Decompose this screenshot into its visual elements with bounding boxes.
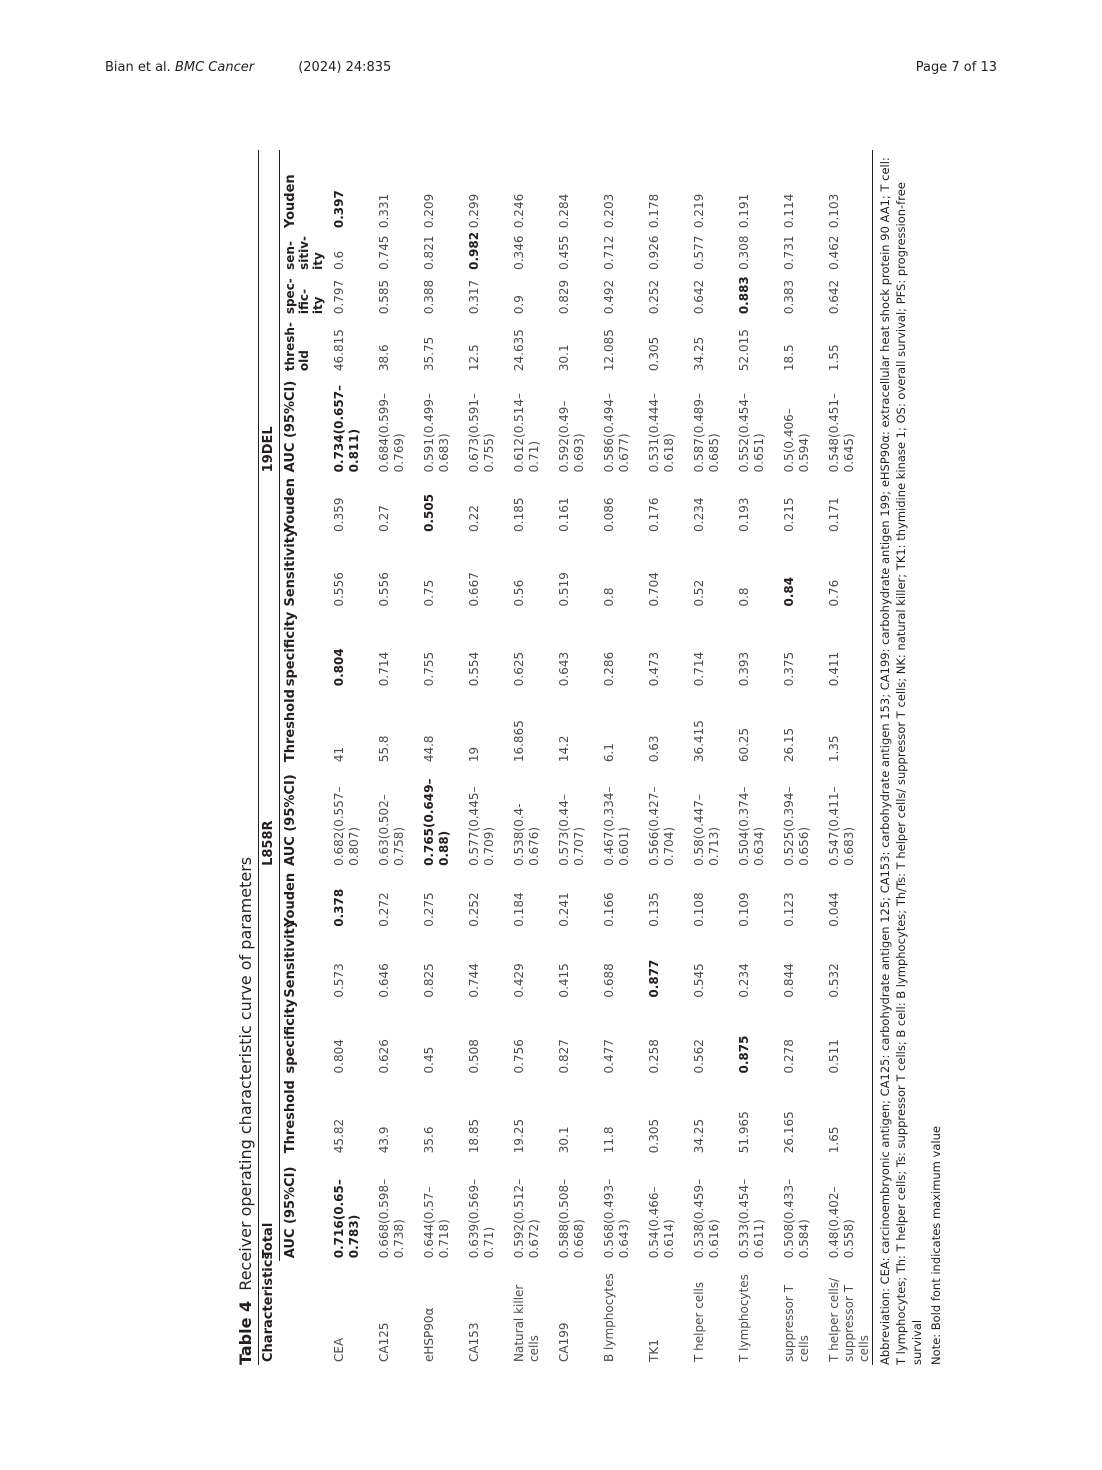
col-total-auc: AUC (95%CI) bbox=[283, 1166, 298, 1259]
cell-l-thr: 16.865 bbox=[512, 720, 526, 763]
cell-t-spe: 0.827 bbox=[557, 1039, 571, 1074]
cell-l-you: 0.359 bbox=[332, 497, 346, 532]
cell-l-spe bbox=[327, 610, 372, 690]
cell-l-auc: 0.63(0.502–0.758) bbox=[377, 794, 406, 866]
cell-d-sen: 0.712 bbox=[602, 235, 616, 270]
cell-d-thr: 12.085 bbox=[602, 329, 616, 372]
cell-t-auc: 0.639(0.569–0.71) bbox=[467, 1178, 496, 1259]
row-label: eHSP90α bbox=[422, 1307, 436, 1362]
cell-d-you: 0.103 bbox=[822, 150, 873, 231]
cell-l-spe: 0.714 bbox=[692, 651, 706, 687]
table-row bbox=[732, 150, 777, 1365]
cell-t-sen: 0.825 bbox=[422, 963, 436, 998]
cell-d-sen: 0.577 bbox=[692, 235, 706, 270]
cell-l-you: 0.185 bbox=[512, 497, 526, 532]
cell-t-sen: 0.415 bbox=[557, 963, 571, 998]
cell-d-you: 0.299 bbox=[467, 193, 481, 229]
cell-t-spe: 0.756 bbox=[512, 1039, 526, 1074]
cell-t-sen: 0.234 bbox=[737, 963, 751, 998]
cell-l-sen bbox=[777, 535, 822, 610]
group-19del: 19DEL bbox=[259, 150, 280, 475]
rotated-table-block bbox=[234, 150, 943, 1365]
cell-t-auc: 0.568(0.493–0.643) bbox=[602, 1178, 631, 1259]
cell-d-you: 0.178 bbox=[647, 193, 661, 229]
cell-l-sen: 0.704 bbox=[647, 572, 661, 607]
max-value: 0.875 bbox=[737, 1035, 751, 1074]
max-value: 0.505 bbox=[422, 493, 436, 532]
table-row bbox=[417, 150, 462, 1365]
row-label: suppressor T cells bbox=[782, 1284, 811, 1362]
cell-t-auc: 0.538(0.459–0.616) bbox=[692, 1178, 721, 1259]
group-l858r: L858R bbox=[259, 475, 280, 869]
table-row bbox=[597, 150, 642, 1365]
cell-l-auc: 0.467(0.334–0.601) bbox=[602, 786, 631, 866]
cell-t-thr: 43.9 bbox=[377, 1126, 391, 1154]
max-value: 0.84 bbox=[782, 576, 796, 607]
cell-d-sen: 0.821 bbox=[422, 235, 436, 270]
max-value: 0.982 bbox=[467, 231, 481, 270]
cell-d-you: 0.191 bbox=[737, 193, 751, 229]
cell-l-sen: 0.76 bbox=[822, 535, 873, 610]
max-value: 0.804 bbox=[332, 648, 346, 687]
cell-t-auc: 0.668(0.598–0.738) bbox=[377, 1178, 406, 1259]
cell-l-spe: 0.643 bbox=[557, 651, 571, 687]
cell-l-spe: 0.625 bbox=[512, 651, 526, 687]
cell-l-spe: 0.393 bbox=[737, 651, 751, 687]
cell-l-thr: 60.25 bbox=[737, 727, 751, 763]
cell-t-thr: 1.65 bbox=[822, 1076, 873, 1156]
cell-d-spe: 0.9 bbox=[512, 295, 526, 315]
cell-d-auc: 0.586(0.494–0.677) bbox=[602, 392, 631, 473]
row-label: TK1 bbox=[647, 1339, 661, 1362]
max-value: 0.734(0.657–0.811) bbox=[332, 384, 361, 473]
cell-l-you: 0.22 bbox=[467, 505, 481, 532]
cell-d-you: 0.246 bbox=[512, 193, 526, 229]
cell-l-thr: 41 bbox=[332, 746, 346, 763]
col-l858r-threshold: Threshold bbox=[283, 689, 298, 763]
cell-t-thr: 26.165 bbox=[782, 1111, 796, 1154]
cell-l-you: 0.193 bbox=[737, 497, 751, 532]
col-characteristics: Characteristics bbox=[261, 1251, 276, 1362]
row-label: CA153 bbox=[467, 1322, 481, 1362]
cell-t-thr: 18.85 bbox=[467, 1118, 481, 1154]
cell-l-sen: 0.56 bbox=[512, 579, 526, 607]
cell-d-spe: 0.492 bbox=[602, 279, 616, 315]
cell-t-sen: 0.573 bbox=[332, 963, 346, 998]
table-caption-text: Receiver operating characteristic curve of parameters bbox=[236, 856, 255, 1291]
cell-t-you: 0.166 bbox=[602, 892, 616, 927]
cell-d-you: 0.284 bbox=[557, 193, 571, 229]
cell-l-sen: 0.8 bbox=[602, 587, 616, 607]
cell-l-sen: 0.519 bbox=[557, 572, 571, 607]
cell-d-auc: 0.531(0.444–0.618) bbox=[647, 392, 676, 473]
cell-t-spe: 0.477 bbox=[602, 1039, 616, 1074]
cell-d-sen: 0.308 bbox=[737, 235, 751, 270]
cell-t-spe: 0.511 bbox=[822, 1001, 873, 1077]
max-value: 0.765(0.649–0.88) bbox=[422, 778, 451, 866]
cell-l-you: 0.171 bbox=[822, 475, 873, 535]
cell-t-you: 0.123 bbox=[782, 892, 796, 927]
table-label: Table 4 bbox=[236, 1300, 255, 1365]
cell-t-auc: 0.48(0.402–0.558) bbox=[822, 1156, 873, 1261]
cell-t-you: 0.135 bbox=[647, 892, 661, 927]
cell-t-thr: 45.82 bbox=[332, 1118, 346, 1154]
col-19del-sensitivity: sen-sitiv-ity bbox=[283, 235, 325, 270]
table-row bbox=[507, 150, 552, 1365]
cell-t-sen: 0.844 bbox=[782, 963, 796, 998]
col-l858r-youden: Youden bbox=[283, 478, 298, 532]
cell-d-auc: 0.548(0.451–0.645) bbox=[822, 374, 873, 475]
cell-d-spe: 0.642 bbox=[822, 273, 873, 317]
max-value: 0.397 bbox=[332, 190, 346, 229]
cell-t-you: 0.184 bbox=[512, 892, 526, 927]
cell-l-spe: 0.411 bbox=[822, 610, 873, 690]
cell-l-sen: 0.8 bbox=[737, 587, 751, 607]
cell-d-auc: 0.587(0.489–0.685) bbox=[692, 392, 721, 473]
row-label: T lymphocytes bbox=[737, 1274, 751, 1362]
cell-d-you: 0.219 bbox=[692, 193, 706, 229]
cell-d-thr: 35.75 bbox=[422, 336, 436, 372]
row-label: T helper cells/ suppressor T cells bbox=[822, 1261, 873, 1365]
cell-t-auc bbox=[327, 1156, 372, 1261]
cell-d-sen bbox=[462, 231, 507, 273]
row-label: CA199 bbox=[557, 1322, 571, 1362]
cell-d-auc bbox=[327, 374, 372, 475]
cell-t-you: 0.044 bbox=[822, 869, 873, 930]
table-row bbox=[822, 150, 873, 1365]
cell-t-auc: 0.588(0.508–0.668) bbox=[557, 1178, 586, 1259]
cell-d-auc: 0.673(0.591–0.755) bbox=[467, 392, 496, 473]
row-label: Natural killer cells bbox=[512, 1284, 541, 1362]
cell-d-auc: 0.612(0.514–0.71) bbox=[512, 392, 541, 473]
cell-l-sen: 0.556 bbox=[332, 572, 346, 607]
table-row bbox=[462, 150, 507, 1365]
cell-t-you bbox=[327, 869, 372, 930]
cell-d-spe: 0.388 bbox=[422, 279, 436, 315]
cell-l-thr: 55.8 bbox=[377, 735, 391, 763]
cell-l-auc: 0.547(0.411–0.683) bbox=[822, 765, 873, 869]
cell-t-auc: 0.54(0.466–0.614) bbox=[647, 1186, 676, 1259]
cell-t-you: 0.241 bbox=[557, 892, 571, 927]
cell-d-auc: 0.5(0.406–0.594) bbox=[782, 408, 811, 473]
cell-d-spe: 0.383 bbox=[782, 279, 796, 315]
cell-t-spe: 0.508 bbox=[467, 1039, 481, 1074]
cell-t-spe: 0.258 bbox=[647, 1039, 661, 1074]
cell-t-thr: 19.25 bbox=[512, 1118, 526, 1154]
cell-l-you: 0.234 bbox=[692, 497, 706, 532]
col-total-youden: Youden bbox=[283, 872, 298, 927]
cell-l-spe: 0.714 bbox=[377, 651, 391, 687]
cell-l-auc bbox=[417, 765, 462, 869]
cell-d-spe: 0.829 bbox=[557, 279, 571, 315]
cell-t-you: 0.252 bbox=[467, 892, 481, 927]
cell-d-thr: 0.305 bbox=[647, 336, 661, 372]
cell-l-auc: 0.538(0.4-0.676) bbox=[512, 803, 541, 866]
cell-d-spe: 0.317 bbox=[467, 279, 481, 315]
page-number: Page 7 of 13 bbox=[915, 60, 997, 75]
cell-l-you: 0.215 bbox=[782, 497, 796, 532]
cell-l-spe: 0.755 bbox=[422, 651, 436, 687]
cell-t-spe bbox=[732, 1001, 777, 1077]
cell-t-sen: 0.532 bbox=[822, 930, 873, 1001]
group-total: Total bbox=[259, 869, 280, 1261]
cell-l-auc: 0.504(0.374–0.634) bbox=[737, 786, 766, 866]
max-value: 0.877 bbox=[647, 959, 661, 998]
cell-d-thr: 30.1 bbox=[557, 344, 571, 372]
cell-l-thr: 14.2 bbox=[557, 735, 571, 763]
cell-t-spe: 0.278 bbox=[782, 1039, 796, 1074]
cell-t-you: 0.109 bbox=[737, 892, 751, 927]
col-19del-threshold: thresh-old bbox=[283, 322, 311, 372]
cell-d-thr: 38.6 bbox=[377, 344, 391, 372]
cell-d-thr: 24.635 bbox=[512, 329, 526, 372]
cell-d-you: 0.331 bbox=[377, 193, 391, 229]
cell-t-sen: 0.744 bbox=[467, 963, 481, 998]
cell-t-auc: 0.592(0.512–0.672) bbox=[512, 1178, 541, 1259]
cell-l-spe: 0.473 bbox=[647, 651, 661, 687]
col-total-threshold: Threshold bbox=[283, 1080, 298, 1154]
cell-t-spe: 0.626 bbox=[377, 1039, 391, 1074]
table-body bbox=[327, 150, 873, 1365]
cell-l-auc: 0.682(0.557–0.807) bbox=[332, 786, 361, 866]
row-label: CEA bbox=[332, 1337, 346, 1362]
cell-t-sen bbox=[642, 930, 687, 1001]
cell-d-spe: 0.252 bbox=[647, 279, 661, 315]
cell-d-spe: 0.797 bbox=[332, 279, 346, 315]
cell-d-sen: 0.6 bbox=[332, 250, 346, 270]
cell-t-spe: 0.45 bbox=[422, 1046, 436, 1074]
cell-l-auc: 0.525(0.394–0.656) bbox=[782, 786, 811, 866]
cell-t-sen: 0.429 bbox=[512, 963, 526, 998]
col-19del-auc: AUC (95%CI) bbox=[283, 380, 298, 473]
cell-l-sen: 0.75 bbox=[422, 579, 436, 607]
running-head-left bbox=[105, 60, 391, 75]
cell-d-thr: 18.5 bbox=[782, 344, 796, 372]
row-label: B lymphocytes bbox=[602, 1273, 616, 1362]
cell-d-auc: 0.592(0.49–0.693) bbox=[557, 400, 586, 473]
cell-l-thr: 0.63 bbox=[647, 735, 661, 763]
cell-l-sen: 0.667 bbox=[467, 572, 481, 607]
cell-l-you: 0.086 bbox=[602, 497, 616, 532]
cell-t-auc: 0.644(0.57–0.718) bbox=[422, 1186, 451, 1259]
cell-d-auc: 0.684(0.599–0.769) bbox=[377, 392, 406, 473]
cell-t-auc: 0.508(0.433–0.584) bbox=[782, 1178, 811, 1259]
cell-t-spe: 0.562 bbox=[692, 1039, 706, 1074]
cell-t-auc: 0.533(0.454–0.611) bbox=[737, 1178, 766, 1259]
max-value: 0.883 bbox=[737, 276, 751, 315]
cell-t-you: 0.272 bbox=[377, 892, 391, 927]
cell-d-sen: 0.346 bbox=[512, 235, 526, 270]
cell-d-you: 0.203 bbox=[602, 193, 616, 229]
row-label: CA125 bbox=[377, 1322, 391, 1362]
cell-l-auc: 0.58(0.447–0.713) bbox=[692, 794, 721, 866]
cell-l-spe: 0.286 bbox=[602, 651, 616, 687]
authors: Bian et al. bbox=[105, 60, 171, 75]
table-row bbox=[687, 150, 732, 1365]
col-19del-specificity: spec-ific-ity bbox=[283, 278, 325, 315]
cell-l-spe: 0.375 bbox=[782, 651, 796, 687]
cell-d-sen: 0.926 bbox=[647, 235, 661, 270]
table-row bbox=[552, 150, 597, 1365]
col-total-sensitivity: Sensitivity bbox=[283, 919, 298, 998]
cell-t-thr: 35.6 bbox=[422, 1126, 436, 1154]
cell-d-thr: 12.5 bbox=[467, 344, 481, 372]
cell-d-spe bbox=[732, 273, 777, 317]
cell-t-sen: 0.688 bbox=[602, 963, 616, 998]
table-footnotes bbox=[877, 150, 944, 1365]
cell-t-thr: 34.25 bbox=[692, 1118, 706, 1154]
cell-t-spe: 0.804 bbox=[332, 1039, 346, 1074]
max-value: 0.378 bbox=[332, 888, 346, 927]
col-total-specificity: specificity bbox=[283, 998, 298, 1074]
cell-l-sen: 0.52 bbox=[692, 579, 706, 607]
bold-note: Note: Bold font indicates maximum value bbox=[929, 1126, 943, 1365]
cell-t-sen: 0.545 bbox=[692, 963, 706, 998]
cell-t-sen: 0.646 bbox=[377, 963, 391, 998]
cell-d-thr: 34.25 bbox=[692, 336, 706, 372]
cell-d-sen: 0.455 bbox=[557, 235, 571, 270]
col-l858r-auc: AUC (95%CI) bbox=[283, 774, 298, 866]
col-l858r-sensitivity: Sensitivity bbox=[283, 528, 298, 607]
table-row bbox=[327, 150, 372, 1365]
cell-d-auc: 0.552(0.454–0.651) bbox=[737, 392, 766, 473]
table-row bbox=[777, 150, 822, 1365]
cell-t-you: 0.108 bbox=[692, 892, 706, 927]
cell-l-thr: 6.1 bbox=[602, 743, 616, 763]
cell-l-spe: 0.554 bbox=[467, 651, 481, 687]
cell-d-spe: 0.642 bbox=[692, 279, 706, 315]
cell-t-thr: 30.1 bbox=[557, 1126, 571, 1154]
cell-l-sen: 0.556 bbox=[377, 572, 391, 607]
col-l858r-specificity: specificity bbox=[283, 611, 298, 687]
cell-d-sen: 0.745 bbox=[377, 235, 391, 270]
cell-d-thr: 46.815 bbox=[332, 329, 346, 372]
row-label: T helper cells bbox=[692, 1281, 706, 1362]
cell-d-auc: 0.591(0.499–0.683) bbox=[422, 392, 451, 473]
cell-t-thr: 0.305 bbox=[647, 1118, 661, 1154]
cell-d-you: 0.114 bbox=[782, 193, 796, 229]
roc-table bbox=[258, 150, 873, 1365]
cell-d-sen: 0.462 bbox=[822, 231, 873, 273]
max-value: 0.716(0.65–0.783) bbox=[332, 1179, 361, 1259]
cell-l-thr: 36.415 bbox=[692, 720, 706, 763]
journal-name: BMC Cancer bbox=[174, 60, 255, 75]
cell-l-auc: 0.577(0.445–0.709) bbox=[467, 786, 496, 866]
cell-d-sen: 0.731 bbox=[782, 235, 796, 270]
table-row bbox=[372, 150, 417, 1365]
cell-l-auc: 0.573(0.44–0.707) bbox=[557, 794, 586, 866]
cell-l-auc: 0.566(0.427–0.704) bbox=[647, 786, 676, 866]
cell-l-you bbox=[417, 475, 462, 535]
col-19del-youden: Youden bbox=[283, 174, 298, 229]
cell-l-thr: 26.15 bbox=[782, 727, 796, 763]
cell-d-thr: 52.015 bbox=[737, 329, 751, 372]
cell-d-thr: 1.55 bbox=[822, 317, 873, 374]
cell-l-you: 0.27 bbox=[377, 505, 391, 532]
cell-d-you bbox=[327, 150, 372, 231]
cell-d-spe: 0.585 bbox=[377, 279, 391, 315]
cell-l-thr: 1.35 bbox=[822, 689, 873, 765]
cell-l-thr: 19 bbox=[467, 746, 481, 763]
cell-l-thr: 44.8 bbox=[422, 735, 436, 763]
cell-t-thr: 11.8 bbox=[602, 1126, 616, 1154]
cell-t-you: 0.275 bbox=[422, 892, 436, 927]
table-caption bbox=[234, 150, 258, 1365]
cell-t-thr: 51.965 bbox=[737, 1111, 751, 1154]
table-row bbox=[642, 150, 687, 1365]
cell-d-you: 0.209 bbox=[422, 193, 436, 229]
cell-l-you: 0.161 bbox=[557, 497, 571, 532]
abbreviation-note: Abbreviation: CEA: carcinoembryonic antigen; CA125: carbohydrate antigen 125; CA153: carbohydrate antigen 153; CA199: carbohydrate antigen 199; eHSP90α: extracellular heat shock protein 90 AA1; T cell: T lymphocytes; Th: T helper cells; Ts: suppressor T cells; B cell: B lymphocytes; Th/Ts: T helper cells/ suppressor T cells; NK: natural killer; TK1: thymidine kinase 1; OS: overall survival; PFS: progression-free survival bbox=[878, 157, 924, 1365]
citation: (2024) 24:835 bbox=[298, 60, 392, 75]
cell-l-you: 0.176 bbox=[647, 497, 661, 532]
